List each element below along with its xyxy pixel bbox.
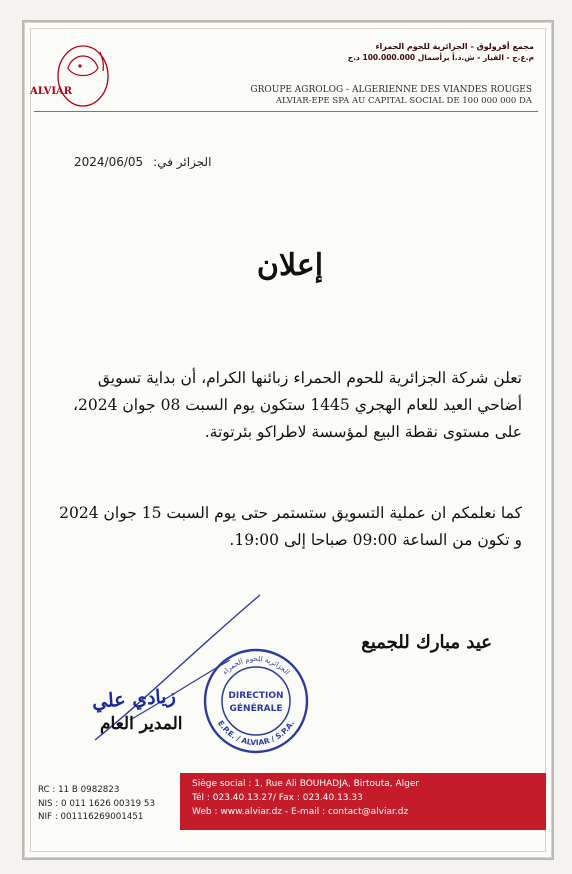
nif-number: NIF : 001116269001451 xyxy=(38,812,144,822)
announcement-title: إعلان xyxy=(256,248,324,283)
web-email: Web : www.alviar.dz - E-mail : contact@alviar.dz xyxy=(192,807,409,817)
official-stamp xyxy=(202,647,310,755)
announcement-paragraph-1: تعلن شركة الجزائرية للحوم الحمراء زبائنها الكرام، أن بداية تسويق أضاحي العيد للعام الهجري 1445 ستكون يوم السبت 08 جوان 2024، على مستوى نقطة البيع لمؤسسة لاطراكو بئرتوتة. xyxy=(72,369,522,441)
company-ar-line-1: مجمع أقرولوق - الجزائرية للحوم الحمراء xyxy=(375,42,534,51)
document-date xyxy=(74,155,211,169)
stamp-center-line-2: GÉNÉRALE xyxy=(229,704,283,714)
contact-footer xyxy=(180,773,546,830)
company-name-english xyxy=(250,85,532,106)
signer-name: زيادي علي xyxy=(91,685,177,713)
company-ar-line-2: م.ع.ج - الفيار - ش.ذ.أ برأسمال 100.000.000 د.ج xyxy=(347,53,534,62)
head-office-address: Siège social : 1, Rue Ali BOUHADJA, Birtouta, Alger xyxy=(192,779,420,789)
signer-title: المدير العام xyxy=(100,714,183,734)
date-value: 2024/06/05 xyxy=(74,155,144,169)
announcement-paragraph-2: كما نعلمكم ان عملية التسويق ستستمر حتى يوم السبت 15 جوان 2024 و تكون من الساعة 09:00 صباحا إلى 19:00. xyxy=(59,504,522,549)
date-label: الجزائر في: xyxy=(153,155,212,169)
company-name-arabic xyxy=(234,42,534,62)
company-en-line-2: ALVIAR-EPE SPA AU CAPITAL SOCIAL DE 100 000 000 DA xyxy=(275,96,532,106)
stamp-center-line-1: DIRECTION xyxy=(228,691,284,701)
svg-text:الجزائرية للحوم الحمراء xyxy=(221,655,291,677)
company-en-line-1: GROUPE AGROLOG - ALGERIENNE DES VIANDES ROUGES xyxy=(250,85,532,95)
phone-fax: Tél : 023.40.13.27/ Fax : 023.40.13.33 xyxy=(192,793,363,803)
rc-number: RC : 11 B 0982823 xyxy=(38,785,120,795)
nis-number: NIS : 0 011 1626 00319 53 xyxy=(38,798,155,809)
alviar-logo xyxy=(38,40,128,112)
logo-text: ALVIAR xyxy=(30,86,73,97)
stamp-ring-text-ar: الجزائرية للحوم الحمراء xyxy=(221,654,291,677)
stamp-ring-text: E.P.E. / ALVIAR / S.P.A. xyxy=(215,718,297,748)
header-divider xyxy=(34,111,538,112)
registration-info xyxy=(38,784,155,825)
closing-greeting: عيد مبارك للجميع xyxy=(361,632,492,653)
